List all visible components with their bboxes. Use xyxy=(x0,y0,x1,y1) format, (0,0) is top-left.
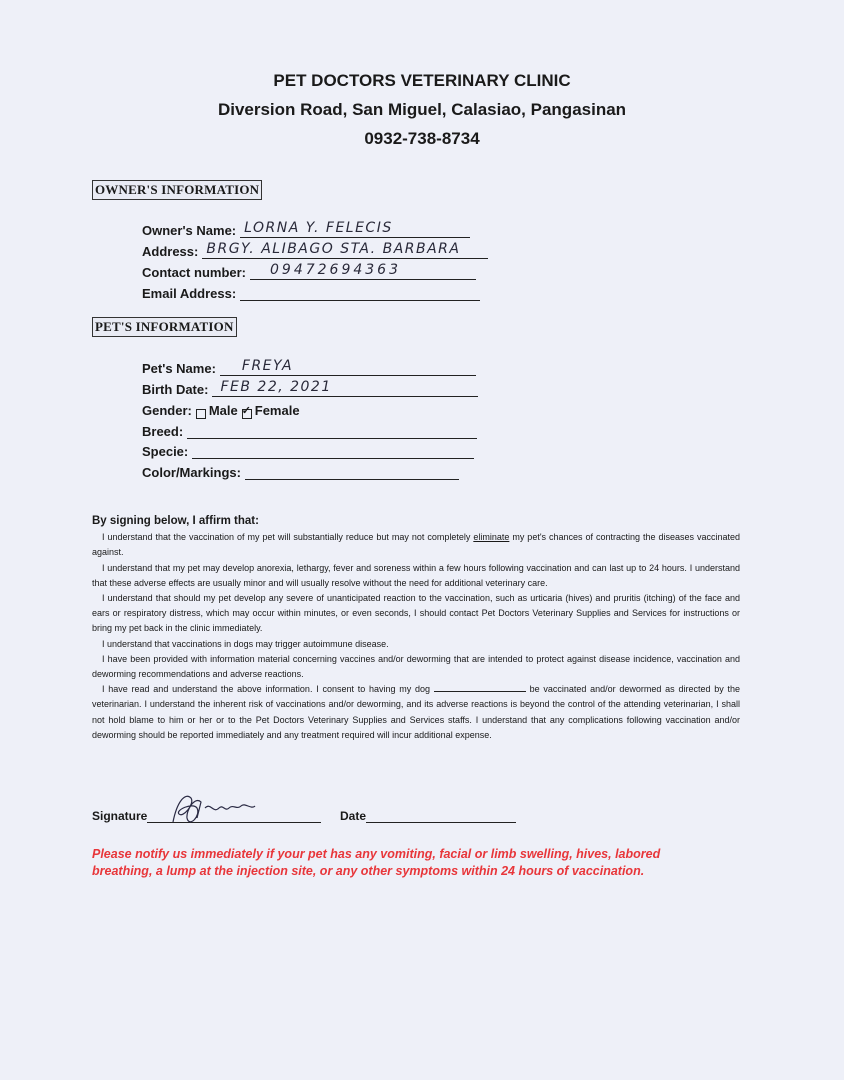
owner-email-label: Email Address: xyxy=(142,286,237,301)
affirmation-block xyxy=(92,514,740,743)
owner-contact-row xyxy=(142,260,476,280)
clinic-address: Diversion Road, San Miguel, Calasiao, Pangasinan xyxy=(217,100,627,119)
owner-name-label: Owner's Name: xyxy=(142,223,237,238)
affirmation-text: be vaccinated and/or dewormed as directed by the veterinarian. I understand the inherent risk of vaccinations and/or deworming, and its adverse reactions is beyond the control of the attending veterinarian, I shall not hold blame to him or her or to the Pet Doctors Veterinary Supplies and Services staffs. I understand that any complications following vaccination and/or deworming should be reported immediately and any treatment required will incur additional expense. xyxy=(92,684,740,740)
male-checkbox[interactable] xyxy=(196,409,206,419)
affirmation-text: I understand that the vaccination of my pet will substantially reduce but may not completely xyxy=(102,532,474,543)
affirmation-paragraph-1 xyxy=(92,530,740,560)
pet-birth-field[interactable] xyxy=(212,378,478,397)
pet-breed-row xyxy=(142,419,477,439)
pet-specie-row xyxy=(142,439,474,459)
pet-name-value: FREYA xyxy=(241,358,294,374)
female-checkbox[interactable] xyxy=(242,409,252,419)
eliminate-underlined: eliminate xyxy=(473,532,510,543)
pet-color-field[interactable] xyxy=(245,461,459,480)
affirmation-paragraph-2: I understand that my pet may develop anorexia, lethargy, fever and soreness within a few hours following vaccination and can last up to 24 hours. I understand that these adverse effects are usually minor and will usually resolve without the need for additional veterinary care. xyxy=(92,562,740,588)
owner-email-row xyxy=(142,281,480,301)
owner-address-label: Address: xyxy=(142,244,199,259)
owner-address-field[interactable] xyxy=(202,240,488,259)
owner-name-row xyxy=(142,218,470,238)
owner-contact-label: Contact number: xyxy=(142,265,246,280)
pet-gender-label: Gender: xyxy=(142,403,192,418)
female-label: Female xyxy=(254,403,300,418)
signature-field[interactable] xyxy=(147,806,321,823)
date-row xyxy=(340,806,516,823)
pet-color-row xyxy=(142,460,459,480)
signature-row xyxy=(92,806,321,823)
clinic-name: PET DOCTORS VETERINARY CLINIC xyxy=(273,71,571,90)
clinic-header xyxy=(0,66,844,153)
affirmation-text: my pet's chances of contracting the diseases vaccinated against. xyxy=(92,532,740,558)
affirmation-text: I have read and understand the above information. I consent to having my dog xyxy=(102,684,434,695)
affirmation-title: By signing below, I affirm that: xyxy=(92,515,259,527)
pet-color-label: Color/Markings: xyxy=(142,465,241,480)
pet-birth-value: FEB 22, 2021 xyxy=(220,379,332,395)
affirmation-paragraph-4: I understand that vaccinations in dogs may trigger autoimmune disease. xyxy=(102,638,389,649)
pet-name-field[interactable] xyxy=(220,357,476,376)
pet-section-title: PET'S INFORMATION xyxy=(92,317,237,337)
male-label: Male xyxy=(208,403,238,418)
pet-specie-field[interactable] xyxy=(192,440,474,459)
signature-label: Signature xyxy=(92,809,148,823)
pet-name-row xyxy=(142,356,476,376)
pet-name-label: Pet's Name: xyxy=(142,361,216,376)
owner-name-field[interactable] xyxy=(240,219,470,238)
pet-birth-row xyxy=(142,377,478,397)
pet-breed-field[interactable] xyxy=(187,420,477,439)
owner-contact-value: 09472694363 xyxy=(270,262,401,278)
owner-address-value: BRGY. ALIBAGO STA. BARBARA xyxy=(206,241,461,257)
clinic-phone: 0932-738-8734 xyxy=(364,129,480,148)
date-label: Date xyxy=(340,809,367,823)
pet-specie-label: Specie: xyxy=(142,444,189,459)
owner-name-value: LORNA Y. FELECIS xyxy=(244,220,393,236)
dog-name-blank[interactable] xyxy=(434,682,526,692)
handwritten-signature xyxy=(167,788,267,830)
pet-breed-label: Breed: xyxy=(142,424,184,439)
date-field[interactable] xyxy=(366,806,516,823)
owner-email-field[interactable] xyxy=(240,282,480,301)
owner-contact-field[interactable] xyxy=(250,261,476,280)
pet-birth-label: Birth Date: xyxy=(142,382,209,397)
owner-address-row xyxy=(142,239,488,259)
affirmation-paragraph-3: I understand that should my pet develop any severe of unanticipated reaction to the vaccination, such as urticaria (hives) and pruritis (itching) of the face and ears or respiratory distress, which may occur within minutes, or even seconds, I should contact Pet Doctors Veterinary Supplies and Services for instructions or bring my pet back in the clinic immediately. xyxy=(92,593,740,634)
pet-gender-row xyxy=(142,398,300,418)
affirmation-paragraph-5: I have been provided with information material concerning vaccines and/or deworming that are intended to protect against disease incidence, vaccination and deworming recommendations and adverse reactions. xyxy=(92,653,740,680)
notice-text: Please notify us immediately if your pet has any vomiting, facial or limb swelling, hives, labored breathing, a lump at the injection site, or any other symptoms within 24 hours of vaccination. xyxy=(92,847,661,878)
affirmation-paragraph-6 xyxy=(92,682,740,743)
owner-section-title: OWNER'S INFORMATION xyxy=(92,180,262,200)
